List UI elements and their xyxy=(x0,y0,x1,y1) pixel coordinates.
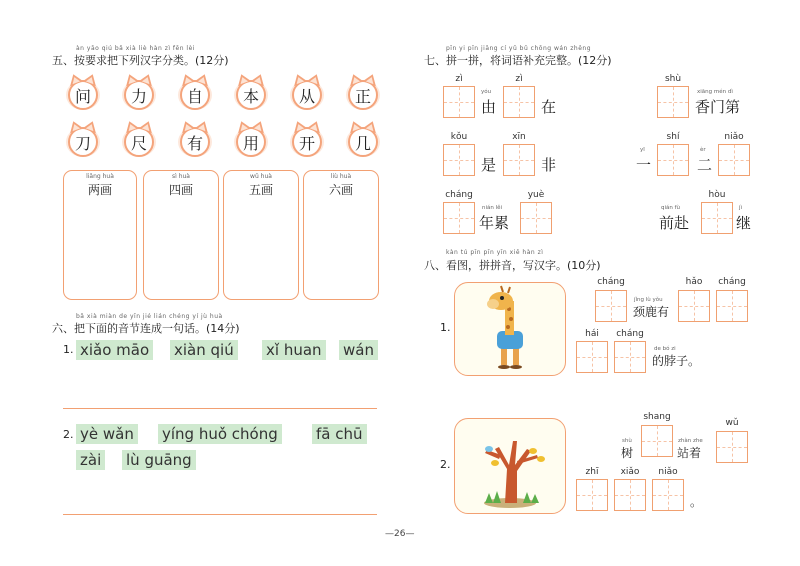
giraffe-icon xyxy=(455,283,565,375)
s7-title-pinyin: pīn yi pīn jiāng cí yǔ bǔ chōng wán zhěng xyxy=(446,45,592,52)
char-pinyin: qián fù xyxy=(661,205,681,211)
grid-pinyin: niǎo xyxy=(724,132,744,142)
write-grid[interactable] xyxy=(657,86,689,118)
char-tile-text: 本 xyxy=(242,86,259,106)
grid-pinyin: hǎo xyxy=(685,277,703,287)
tree-birds-icon xyxy=(455,419,565,513)
char-tile[interactable] xyxy=(66,74,100,112)
char-pinyin: nián lěi xyxy=(482,205,503,211)
write-grid[interactable] xyxy=(503,144,535,176)
given-char: 在 xyxy=(541,98,557,116)
char-tile-text: 问 xyxy=(74,86,91,106)
grid-pinyin: cháng xyxy=(718,277,746,287)
char-tile[interactable] xyxy=(178,74,212,112)
grid-pinyin: wǔ xyxy=(725,418,739,428)
char-tile[interactable] xyxy=(122,121,156,159)
given-char: 二 xyxy=(697,156,713,174)
s8-q1-number: 1. xyxy=(440,321,451,334)
char-tile[interactable] xyxy=(290,121,324,159)
given-char: 站着 xyxy=(677,446,702,460)
syllable-chip[interactable]: xǐ huan xyxy=(262,340,326,360)
s6-q1-number: 1. xyxy=(63,343,74,356)
char-pinyin: yī xyxy=(640,147,645,153)
char-pinyin: èr xyxy=(700,147,706,153)
char-tile[interactable] xyxy=(234,74,268,112)
given-char: 香门第 xyxy=(695,98,741,116)
grid-pinyin: hái xyxy=(585,329,599,339)
char-tile-text: 用 xyxy=(242,133,259,153)
char-tile-text: 开 xyxy=(298,133,315,153)
write-grid[interactable] xyxy=(701,202,733,234)
cat-panel-4[interactable] xyxy=(303,170,379,300)
write-grid[interactable] xyxy=(443,202,475,234)
write-grid[interactable] xyxy=(443,144,475,176)
grid-pinyin: hòu xyxy=(708,190,726,200)
char-pinyin: de bó zi xyxy=(654,346,676,352)
cat-panel-2[interactable] xyxy=(143,170,219,300)
grid-pinyin: xīn xyxy=(512,132,526,142)
given-char: 年累 xyxy=(479,214,510,232)
cat-label: 五画 xyxy=(248,183,273,197)
grid-pinyin: zì xyxy=(515,74,523,84)
s6-title-pinyin: bǎ xià miàn de yīn jié lián chéng yí jù huà xyxy=(76,313,223,320)
write-grid[interactable] xyxy=(718,144,750,176)
given-char: 是 xyxy=(481,156,497,174)
given-char: 由 xyxy=(481,98,497,116)
cat-label: 四画 xyxy=(168,183,193,197)
cat-label: 两画 xyxy=(87,183,112,197)
grid-pinyin: shang xyxy=(643,412,671,422)
s6-title: 六、把下面的音节连成一句话。(14分) xyxy=(52,322,240,335)
syllable-chip[interactable]: zài xyxy=(76,450,105,470)
syllable-chip[interactable]: xiàn qiú xyxy=(170,340,238,360)
answer-line-2[interactable] xyxy=(63,514,377,515)
write-grid[interactable] xyxy=(652,479,684,511)
char-tile-text: 自 xyxy=(186,86,203,106)
write-grid[interactable] xyxy=(614,341,646,373)
write-grid[interactable] xyxy=(678,290,710,322)
grid-pinyin: cháng xyxy=(445,190,473,200)
given-char: 非 xyxy=(541,156,557,174)
write-grid[interactable] xyxy=(641,425,673,457)
s8-title: 八、看图，拼拼音，写汉字。(10分) xyxy=(424,259,601,272)
s5-title-pinyin: àn yāo qiú bǎ xià liè hàn zì fēn lèi xyxy=(76,45,195,52)
write-grid[interactable] xyxy=(657,144,689,176)
cat-pinyin: wǔ huà xyxy=(250,173,272,180)
char-pinyin: jì xyxy=(739,205,743,211)
syllable-chip[interactable]: wán xyxy=(339,340,378,360)
syllable-chip[interactable]: fā chū xyxy=(312,424,367,444)
char-tile-text: 从 xyxy=(298,86,315,106)
given-char: 前赴 xyxy=(659,214,690,232)
char-tile-text: 力 xyxy=(130,86,147,106)
write-grid[interactable] xyxy=(716,290,748,322)
char-tile[interactable] xyxy=(66,121,100,159)
grid-pinyin: kǒu xyxy=(450,132,468,142)
char-tile[interactable] xyxy=(122,74,156,112)
grid-pinyin: zhī xyxy=(585,467,599,477)
s5-title: 五、按要求把下列汉字分类。(12分) xyxy=(52,54,229,67)
char-tile[interactable] xyxy=(346,74,380,112)
cat-panel-1[interactable] xyxy=(63,170,137,300)
char-pinyin: jǐng lù yǒu xyxy=(634,297,663,303)
grid-pinyin: niǎo xyxy=(658,467,678,477)
cat-pinyin: sì huà xyxy=(172,173,190,180)
char-tile[interactable] xyxy=(290,74,324,112)
syllable-chip[interactable]: yíng huǒ chóng xyxy=(158,424,282,444)
char-pinyin: zhàn zhe xyxy=(678,438,703,444)
char-tile[interactable] xyxy=(178,121,212,159)
char-tile[interactable] xyxy=(234,121,268,159)
s8-q2-number: 2. xyxy=(440,458,451,471)
given-char: 。 xyxy=(690,495,703,509)
tree-picture xyxy=(454,418,566,514)
grid-pinyin: shí xyxy=(666,132,680,142)
char-tile-text: 刀 xyxy=(74,133,91,153)
write-grid[interactable] xyxy=(520,202,552,234)
grid-pinyin: xiǎo xyxy=(620,467,640,477)
write-grid[interactable] xyxy=(503,86,535,118)
char-tile-text: 有 xyxy=(186,133,203,153)
char-pinyin: yóu xyxy=(481,89,492,95)
grid-pinyin: cháng xyxy=(597,277,625,287)
given-char: 的脖子。 xyxy=(652,354,701,368)
write-grid[interactable] xyxy=(595,290,627,322)
given-char: 继 xyxy=(736,214,752,232)
syllable-chip[interactable]: xiǎo māo xyxy=(76,340,153,360)
answer-line-1[interactable] xyxy=(63,408,377,409)
char-tile-text: 正 xyxy=(354,86,371,106)
grid-pinyin: shù xyxy=(664,74,682,84)
given-char: 一 xyxy=(636,156,652,174)
write-grid[interactable] xyxy=(716,431,748,463)
cat-panel-3[interactable] xyxy=(223,170,299,300)
s7-title: 七、拼一拼，将词语补充完整。(12分) xyxy=(424,54,612,67)
grid-pinyin: yuè xyxy=(527,190,545,200)
char-tile-text: 尺 xyxy=(130,133,147,153)
write-grid[interactable] xyxy=(576,479,608,511)
char-tile-text: 几 xyxy=(354,133,371,153)
page-number: —26— xyxy=(385,529,415,539)
grid-pinyin: cháng xyxy=(616,329,644,339)
cat-pinyin: liǎng huà xyxy=(86,173,114,180)
syllable-chip[interactable]: lù guāng xyxy=(122,450,196,470)
s6-q2-number: 2. xyxy=(63,428,74,441)
cat-label: 六画 xyxy=(328,183,353,197)
giraffe-picture xyxy=(454,282,566,376)
grid-pinyin: zì xyxy=(455,74,463,84)
write-grid[interactable] xyxy=(443,86,475,118)
char-pinyin: xiāng mén dì xyxy=(697,89,733,95)
s8-title-pinyin: kàn tú pīn pīn yīn xiě hàn zì xyxy=(446,249,544,256)
write-grid[interactable] xyxy=(576,341,608,373)
cat-pinyin: liù huà xyxy=(330,173,352,180)
given-char: 树 xyxy=(621,446,634,460)
syllable-chip[interactable]: yè wǎn xyxy=(76,424,138,444)
write-grid[interactable] xyxy=(614,479,646,511)
char-pinyin: shù xyxy=(622,438,632,444)
char-tile[interactable] xyxy=(346,121,380,159)
given-char: 颈鹿有 xyxy=(633,305,670,319)
